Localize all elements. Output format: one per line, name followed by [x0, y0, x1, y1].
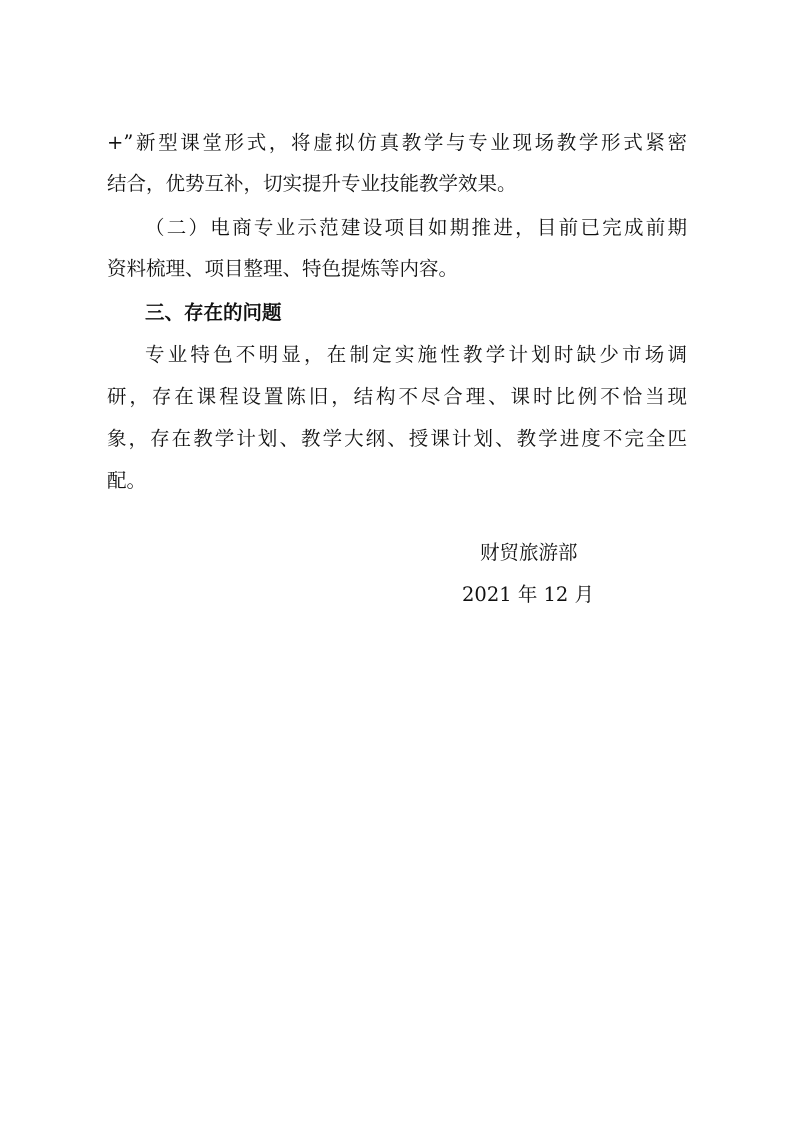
signature-department: 财贸旅游部 [480, 541, 578, 564]
paragraph-1-line-2: 结合，优势互补，切实提升专业技能教学效果。 [107, 172, 517, 195]
paragraph-3-line-3: 象，存在教学计划、教学大纲、授课计划、教学进度不完全匹 [107, 427, 687, 450]
paragraph-2-line-1: （二）电商专业示范建设项目如期推进，目前已完成前期 [145, 216, 687, 239]
paragraph-1-line-1: +”新型课堂形式，将虚拟仿真教学与专业现场教学形式紧密 [107, 131, 687, 154]
paragraph-2-line-2: 资料梳理、项目整理、特色提炼等内容。 [107, 257, 459, 280]
signature-date: 2021 年 12 月 [462, 583, 595, 606]
paragraph-3-line-2: 研，存在课程设置陈旧，结构不尽合理、课时比例不恰当现 [107, 385, 687, 408]
section-heading: 三、存在的问题 [145, 301, 282, 324]
paragraph-3-line-4: 配。 [107, 469, 147, 492]
paragraph-3-line-1: 专业特色不明显，在制定实施性教学计划时缺少市场调 [145, 343, 687, 366]
